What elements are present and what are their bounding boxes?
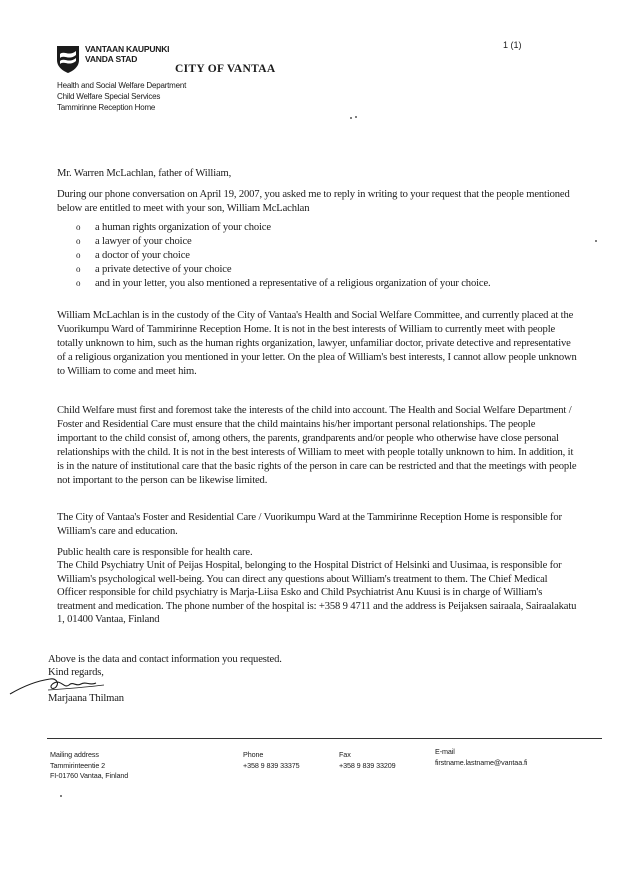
org-name-finnish: VANTAAN KAUPUNKI [85, 44, 170, 54]
org-name-swedish: VANDA STAD [85, 54, 138, 64]
city-heading: CITY OF VANTAA [175, 63, 276, 75]
unit-name: Tammirinne Reception Home [57, 103, 156, 112]
list-item: o a doctor of your choice [76, 249, 190, 261]
email-label: E-mail [435, 747, 455, 756]
list-item: o a lawyer of your choice [76, 235, 192, 247]
request-list [76, 221, 491, 291]
email-address: firstname.lastname@vantaa.fi [435, 758, 528, 767]
department-name: Health and Social Welfare Department [57, 81, 187, 90]
scan-speck [350, 117, 352, 119]
bullet-icon: o [76, 222, 81, 232]
vantaa-coat-of-arms-logo [55, 44, 81, 74]
health-care-line: Public health care is responsible for health care. [57, 547, 253, 558]
signer-name: Marjaana Thilman [48, 693, 124, 704]
psychiatry-paragraph: The Child Psychiatry Unit of Peijas Hospital, belonging to the Hospital District of Helsinki and Uusimaa, is responsible for William's psychological well-being. You can direct any questions about William's treatment to them. The Chief Medical Officer responsible for child psychiatry is Marja-Liisa Esko and Child Psychiatrist Anu Kuusi is in charge of William's treatment and medication. The phone number of the hospital is: +358 9 4711 and the address is Peijaksen sairaala, Sairaalakatu 1, 01400 Vantaa, Finland [57, 560, 577, 626]
mailing-address-label: Mailing address [50, 750, 99, 759]
care-paragraph: The City of Vantaa's Foster and Residential Care / Vuorikumpu Ward at the Tammirinne Reception Home is responsible for William's care and education. [57, 512, 562, 537]
scan-speck [60, 795, 62, 797]
closing-line: Above is the data and contact information you requested. [48, 654, 282, 665]
mailing-address-line2: FI-01760 Vantaa, Finland [50, 771, 129, 780]
phone-number: +358 9 839 33375 [243, 761, 300, 770]
list-item: o a human rights organization of your choice [76, 222, 271, 233]
page-number: 1 (1) [503, 40, 522, 50]
salutation: Mr. Warren McLachlan, father of William, [57, 168, 232, 179]
footer-divider [47, 738, 602, 739]
scan-speck [355, 116, 357, 118]
bullet-icon: o [76, 249, 81, 260]
intro-paragraph: During our phone conversation on April 19, 2007, you asked me to reply in writing to your request that the people mentioned below are entitled to meet with your son, William McLachlan [57, 189, 570, 214]
mailing-address-line1: Tammirinteentie 2 [50, 761, 106, 770]
kind-regards: Kind regards, [48, 667, 104, 678]
phone-label: Phone [243, 750, 264, 759]
bullet-icon: o [76, 263, 81, 274]
list-item: o a private detective of your choice [76, 263, 232, 275]
custody-paragraph: William McLachlan is in the custody of the City of Vantaa's Health and Social Welfare Committee, and currently placed at the Vuorikumpu Ward of Tammirinne Reception Home. It is not in the best interests of William to currently meet with people totally unknown to him, such as the human rights organization, lawyer, unfamiliar doctor, private detective and representative of a religious organization you mentioned in your letter. On the plea of William's best interests, I cannot allow people unknown to William to come and meet him. [57, 310, 577, 377]
service-name: Child Welfare Special Services [57, 92, 161, 101]
welfare-paragraph: Child Welfare must first and foremost take the interests of the child into account. The Health and Social Welfare Department / Foster and Residential Care must ensure that the child maintains his/her important personal relationships. The people important to the child consist of, among others, the parents, grandparents and/or people who otherwise have close personal relationships with the child. It is not in the best interests of William to meet with people totally unknown to him. In addition, it is in the nature of institutional care that the basic rights of the person in care can be restricted and that the meetings with people not important to the person can be likewise limited. [57, 405, 577, 486]
bullet-icon: o [76, 235, 81, 246]
fax-number: +358 9 839 33209 [339, 761, 396, 770]
fax-label: Fax [339, 750, 351, 759]
scan-speck [595, 240, 597, 242]
list-item: o and in your letter, you also mentioned a representative of a religious organization of your choice. [76, 277, 491, 289]
bullet-icon: o [76, 277, 81, 288]
